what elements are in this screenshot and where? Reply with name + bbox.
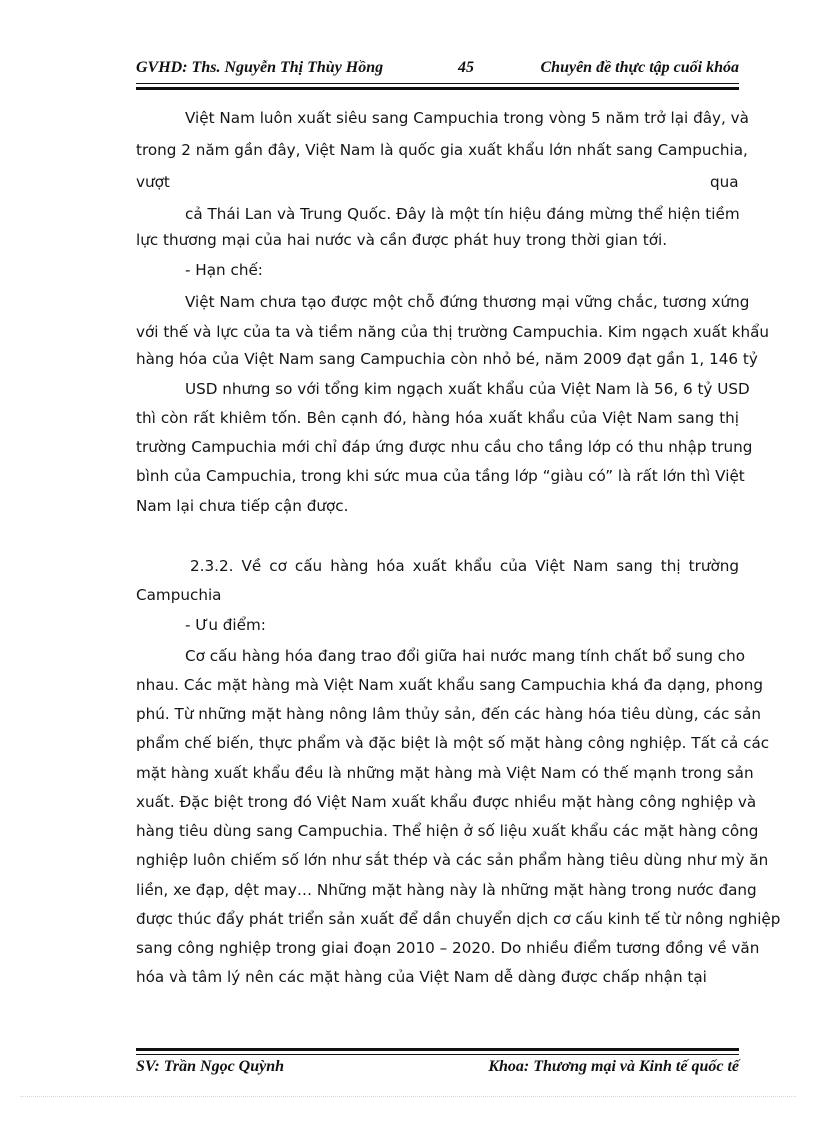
- header-supervisor: GVHD: Ths. Nguyễn Thị Thùy Hồng: [136, 59, 384, 76]
- body-line: Việt Nam luôn xuất siêu sang Campuchia trong vòng 5 năm trở lại đây, và: [185, 109, 749, 127]
- footer-student: SV: Trần Ngọc Quỳnh: [136, 1058, 285, 1075]
- body-line: liền, xe đạp, dệt may… Những mặt hàng này là những mặt hàng trong nước đang: [136, 881, 757, 899]
- header-rule-thick: [136, 87, 739, 90]
- header-rule-thin: [136, 83, 739, 84]
- body-line: được thúc đẩy phát triển sản xuất để dần chuyển dịch cơ cấu kinh tế từ nông nghiệp: [136, 910, 781, 928]
- body-line: thì còn rất khiêm tốn. Bên cạnh đó, hàng hóa xuất khẩu của Việt Nam sang thị: [136, 409, 739, 427]
- body-line: phú. Từ những mặt hàng nông lâm thủy sản, đến các hàng hóa tiêu dùng, các sản: [136, 705, 762, 723]
- body-line: với thế và lực của ta và tiềm năng của thị trường Campuchia. Kim ngạch xuất khẩu: [136, 323, 770, 341]
- footer-faculty: Khoa: Thương mại và Kinh tế quốc tế: [488, 1058, 739, 1075]
- section-heading-2-3-2: 2.3.2. Về cơ cấu hàng hóa xuất khẩu của Việt Nam sang thị trường: [190, 557, 739, 575]
- body-line: Việt Nam chưa tạo được một chỗ đứng thương mại vững chắc, tương xứng: [185, 293, 750, 311]
- body-line: Cơ cấu hàng hóa đang trao đổi giữa hai nước mang tính chất bổ sung cho: [185, 647, 746, 665]
- footer-rule-thick: [136, 1048, 739, 1051]
- body-line: lực thương mại của hai nước và cần được phát huy trong thời gian tới.: [136, 231, 668, 249]
- body-line: sang công nghiệp trong giai đoạn 2010 – 2020. Do nhiều điểm tương đồng về văn: [136, 939, 760, 957]
- header-page-number: 45: [458, 59, 474, 76]
- body-line: hàng hóa của Việt Nam sang Campuchia còn nhỏ bé, năm 2009 đạt gần 1, 146 tỷ: [136, 350, 758, 368]
- subheading-advantages: - Ưu điểm:: [185, 616, 266, 634]
- page-bottom-divider: [20, 1096, 796, 1097]
- header-document-title: Chuyên đề thực tập cuối khóa: [540, 59, 739, 76]
- body-line: bình của Campuchia, trong khi sức mua của tầng lớp “giàu có” là rất lớn thì Việt: [136, 467, 745, 485]
- body-line: hàng tiêu dùng sang Campuchia. Thể hiện ở số liệu xuất khẩu các mặt hàng công: [136, 822, 759, 840]
- body-line: trường Campuchia mới chỉ đáp ứng được nhu cầu cho tầng lớp có thu nhập trung: [136, 438, 753, 456]
- body-line: phẩm chế biến, thực phẩm và đặc biệt là một số mặt hàng công nghiệp. Tất cả các: [136, 734, 770, 752]
- body-line: cả Thái Lan và Trung Quốc. Đây là một tín hiệu đáng mừng thể hiện tiềm: [185, 205, 740, 223]
- body-line: hóa và tâm lý nên các mặt hàng của Việt Nam dễ dàng được chấp nhận tại: [136, 968, 707, 986]
- footer-rule-thin: [136, 1054, 739, 1055]
- subheading-limitations: - Hạn chế:: [185, 261, 263, 279]
- body-line: nghiệp luôn chiếm số lớn như sắt thép và các sản phẩm hàng tiêu dùng như mỳ ăn: [136, 851, 769, 869]
- body-line: qua: [710, 173, 739, 191]
- body-line: trong 2 năm gần đây, Việt Nam là quốc gia xuất khẩu lớn nhất sang Campuchia,: [136, 141, 748, 159]
- body-line: mặt hàng xuất khẩu đều là những mặt hàng mà Việt Nam có thế mạnh trong sản: [136, 764, 754, 782]
- section-heading-continued: Campuchia: [136, 586, 222, 604]
- body-line: nhau. Các mặt hàng mà Việt Nam xuất khẩu sang Campuchia khá đa dạng, phong: [136, 676, 763, 694]
- body-line: Nam lại chưa tiếp cận được.: [136, 497, 349, 515]
- body-line: xuất. Đặc biệt trong đó Việt Nam xuất khẩu được nhiều mặt hàng công nghiệp và: [136, 793, 757, 811]
- body-line: USD nhưng so với tổng kim ngạch xuất khẩu của Việt Nam là 56, 6 tỷ USD: [185, 380, 750, 398]
- body-line: vượt: [136, 173, 170, 191]
- page-header: [136, 59, 739, 83]
- page-footer: [136, 1058, 739, 1082]
